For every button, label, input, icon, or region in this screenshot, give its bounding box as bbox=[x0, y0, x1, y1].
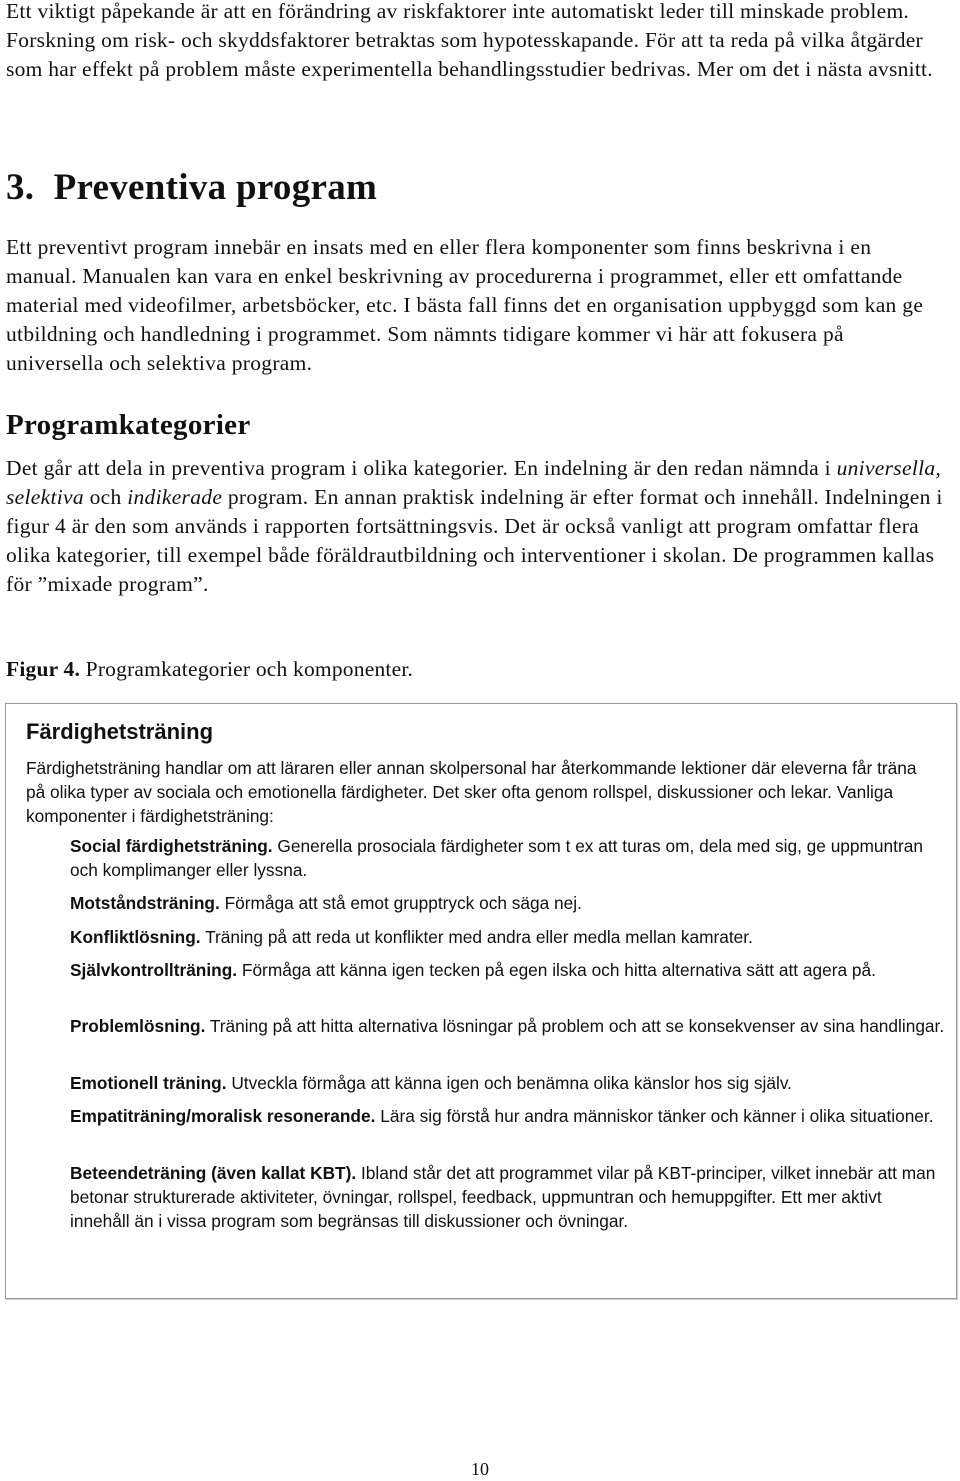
section-title: Preventiva program bbox=[53, 167, 378, 208]
item-text: Utveckla förmåga att känna igen och benämna olika känslor hos sig själv. bbox=[231, 1073, 792, 1093]
item-term: Självkontrollträning. bbox=[70, 960, 238, 980]
item-term: Emotionell träning. bbox=[70, 1073, 227, 1093]
list-item bbox=[70, 925, 945, 949]
section-paragraph: Ett preventivt program innebär en insats med en eller flera komponenter som finns beskrivna i en manual. Manualen kan vara en enkel beskrivning av procedurerna i programmet, eller ett omfattande material med videofilmer, arbetsböcker, etc. I bästa fall finns det en organisation uppbyggd som kan ge utbildning och handledning i programmet. Som nämnts tidigare kommer vi här att fokusera på universella och selektiva program. bbox=[6, 235, 924, 375]
section-heading bbox=[6, 163, 377, 213]
list-item bbox=[70, 891, 945, 915]
subsection-heading: Programkategorier bbox=[6, 409, 251, 441]
list-item bbox=[70, 1161, 945, 1233]
item-text: Generella prosociala färdigheter som t ex att turas om, dela med sig, ge uppmuntran och komplimanger eller lyssna. bbox=[70, 836, 923, 880]
item-text: Lära sig förstå hur andra människor tänker och känner i olika situationer. bbox=[380, 1106, 934, 1126]
subsection-text-2: och bbox=[83, 485, 128, 509]
item-term: Beteendeträning (även kallat KBT). bbox=[70, 1163, 357, 1183]
page-number: 10 bbox=[471, 1459, 489, 1479]
figure-caption bbox=[6, 655, 413, 684]
item-text: Förmåga att känna igen tecken på egen ilska och hitta alternativa sätt att agera på. bbox=[241, 960, 876, 980]
item-text: Träning på att reda ut konflikter med andra eller medla mellan kamrater. bbox=[205, 927, 753, 947]
list-item bbox=[70, 958, 945, 982]
list-item bbox=[70, 1104, 945, 1128]
item-term: Social färdighetsträning. bbox=[70, 836, 273, 856]
item-term: Empatiträning/moralisk resonerande. bbox=[70, 1106, 376, 1126]
figure-caption-text: Programkategorier och komponenter. bbox=[85, 657, 414, 681]
item-text: Ibland står det att programmet vilar på KBT-principer, vilket innebär att man betonar strukturerade aktiviteter, övningar, rollspel, feedback, uppmuntran och hemuppgifter. Ett mer aktivt innehåll än i vissa program som begränsas till diskussioner och övningar. bbox=[70, 1163, 936, 1231]
item-text: Träning på att hitta alternativa lösningar på problem och att se konsekvenser av sina handlingar. bbox=[209, 1016, 945, 1036]
item-term: Konfliktlösning. bbox=[70, 927, 201, 947]
list-item bbox=[70, 1014, 945, 1038]
figure-label: Figur 4. bbox=[6, 657, 81, 681]
item-term: Motståndsträning. bbox=[70, 893, 220, 913]
subsection-emphasis-1: universella, selektiva bbox=[6, 456, 942, 509]
subsection-text-3: program. En annan praktisk indelning är efter format och innehåll. Indelningen i figur 4 är den som används i rapporten fortsättningsvis. Det är också vanligt att program omfattar flera olika kategorier, till exempel både föräldrautbildning och interventioner i skolan. De programmen kallas för ”mixade program”. bbox=[6, 485, 943, 596]
subsection-text-1: Det går att dela in preventiva program i olika kategorier. En indelning är den redan nämnda i bbox=[6, 456, 837, 480]
section-number: 3. bbox=[6, 167, 35, 208]
intro-paragraph: Ett viktigt påpekande är att en förändring av riskfaktorer inte automatiskt leder till minskade problem. Forskning om risk- och skyddsfaktorer betraktas som hypotesskapande. För att ta reda på vilka åtgärder som har effekt på problem måste experimentella behandlingsstudier bedrivas. Mer om det i nästa avsnitt. bbox=[6, 0, 933, 81]
subsection-paragraph bbox=[6, 454, 946, 599]
figure-box-title: Färdighetsträning bbox=[26, 719, 214, 744]
list-item bbox=[70, 1071, 945, 1095]
list-item bbox=[70, 834, 945, 882]
figure-box bbox=[5, 703, 957, 1299]
figure-box-intro: Färdighetsträning handlar om att läraren eller annan skolpersonal har återkommande lektioner där eleverna får träna på olika typer av sociala och emotionella färdigheter. Det sker ofta genom rollspel, diskussioner och lekar. Vanliga komponenter i färdighetsträning: bbox=[26, 758, 917, 826]
item-term: Problemlösning. bbox=[70, 1016, 206, 1036]
item-text: Förmåga att stå emot grupptryck och säga nej. bbox=[224, 893, 582, 913]
subsection-emphasis-2: indikerade bbox=[127, 485, 223, 509]
